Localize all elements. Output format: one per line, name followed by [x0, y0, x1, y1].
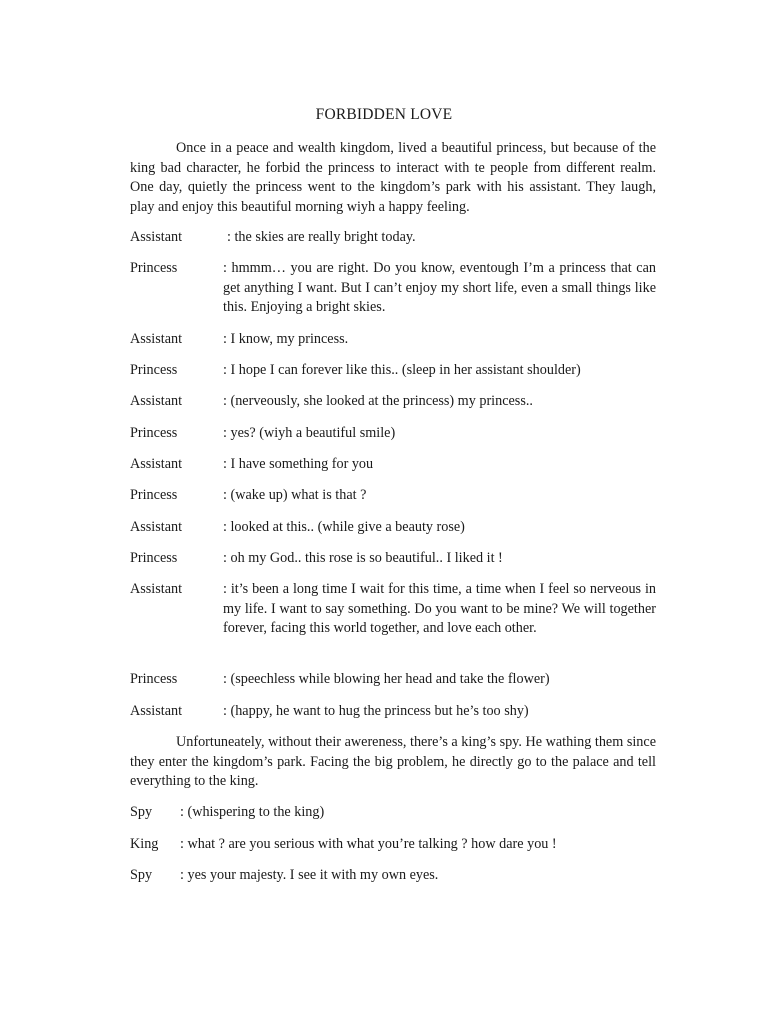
narration-paragraph-text: Unfortuneately, without their awereness, there’s a king’s spy. He wathing them since they enter the kingdom’s park. Facing the big problem, he directly go to the palace and tell everything to the king. [130, 734, 656, 790]
speaker-name: Spy [130, 804, 153, 820]
speaker-name: Assistant [130, 703, 183, 719]
intro-paragraph [130, 139, 656, 218]
speaker-name: Assistant [130, 393, 183, 409]
speaker-name: Assistant [130, 331, 183, 347]
narration-paragraph [130, 733, 656, 792]
dialogue-text: : I know, my princess. [223, 331, 349, 347]
speaker-name: Assistant [130, 519, 183, 535]
speaker-name: Princess [130, 362, 178, 378]
speaker-name: King [130, 836, 159, 852]
dialogue-text: : yes your majesty. I see it with my own eyes. [180, 867, 439, 883]
dialogue-text: : (happy, he want to hug the princess but he’s too shy) [223, 703, 529, 719]
intro-paragraph-text: Once in a peace and wealth kingdom, lived a beautiful princess, but because of the king bad character, he forbid the princess to interact with te people from different realm. One day, quietly the princess went to the kingdom’s park with his assistant. They laugh, play and enjoy this beautiful morning wiyh a happy feeling. [130, 140, 656, 216]
dialogue-text: : (nerveously, she looked at the princess) my princess.. [223, 393, 533, 409]
dialogue-text: : what ? are you serious with what you’re talking ? how dare you ! [180, 836, 557, 852]
speaker-name: Princess [130, 260, 178, 276]
speaker-name: Assistant [130, 229, 183, 245]
dialogue-text: : yes? (wiyh a beautiful smile) [223, 425, 396, 441]
dialogue-text: : (wake up) what is that ? [223, 487, 367, 503]
speaker-name: Princess [130, 425, 178, 441]
speaker-name: Spy [130, 867, 153, 883]
dialogue-text: : I hope I can forever like this.. (sleep in her assistant shoulder) [223, 362, 581, 378]
dialogue-text: : oh my God.. this rose is so beautiful.. I liked it ! [223, 550, 503, 566]
dialogue-text: : the skies are really bright today. [227, 229, 416, 245]
dialogue-text: : hmmm… you are right. Do you know, eventough I’m a princess that can get anything I want. But I can’t enjoy my short life, even a small things like this. Enjoying a bright skies. [223, 260, 656, 316]
speaker-name: Princess [130, 550, 178, 566]
dialogue-text: : (speechless while blowing her head and take the flower) [223, 671, 550, 687]
speaker-name: Princess [130, 487, 178, 503]
dialogue-text: : I have something for you [223, 456, 374, 472]
speaker-name: Assistant [130, 456, 183, 472]
dialogue-text: : (whispering to the king) [180, 804, 325, 820]
dialogue-text: : looked at this.. (while give a beauty rose) [223, 519, 465, 535]
dialogue-text: : it’s been a long time I wait for this time, a time when I feel so nerveous in my life. I want to say something. Do you want to be mine? We will together forever, facing this world together, and love each other. [223, 581, 656, 637]
story-title: FORBIDDEN LOVE [315, 106, 453, 123]
speaker-name: Princess [130, 671, 178, 687]
speaker-name: Assistant [130, 581, 183, 597]
